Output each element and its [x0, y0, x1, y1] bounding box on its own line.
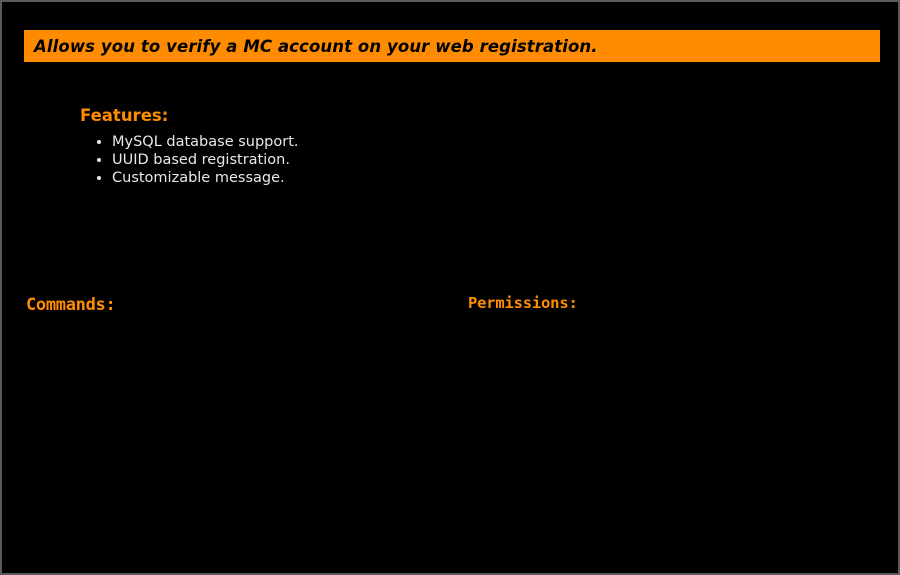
features-list [80, 133, 299, 187]
commands-heading: Commands: [26, 295, 116, 315]
list-item: • MySQL database support. [112, 133, 299, 151]
highlight-banner [24, 30, 880, 62]
banner-text: Allows you to verify a MC account on your web registration. [34, 36, 598, 56]
permissions-heading: Permissions: [468, 294, 578, 312]
list-item: • UUID based registration. [112, 151, 299, 169]
features-section [80, 106, 299, 187]
list-item: • Customizable message. [112, 169, 299, 187]
features-heading: Features: [80, 106, 169, 125]
